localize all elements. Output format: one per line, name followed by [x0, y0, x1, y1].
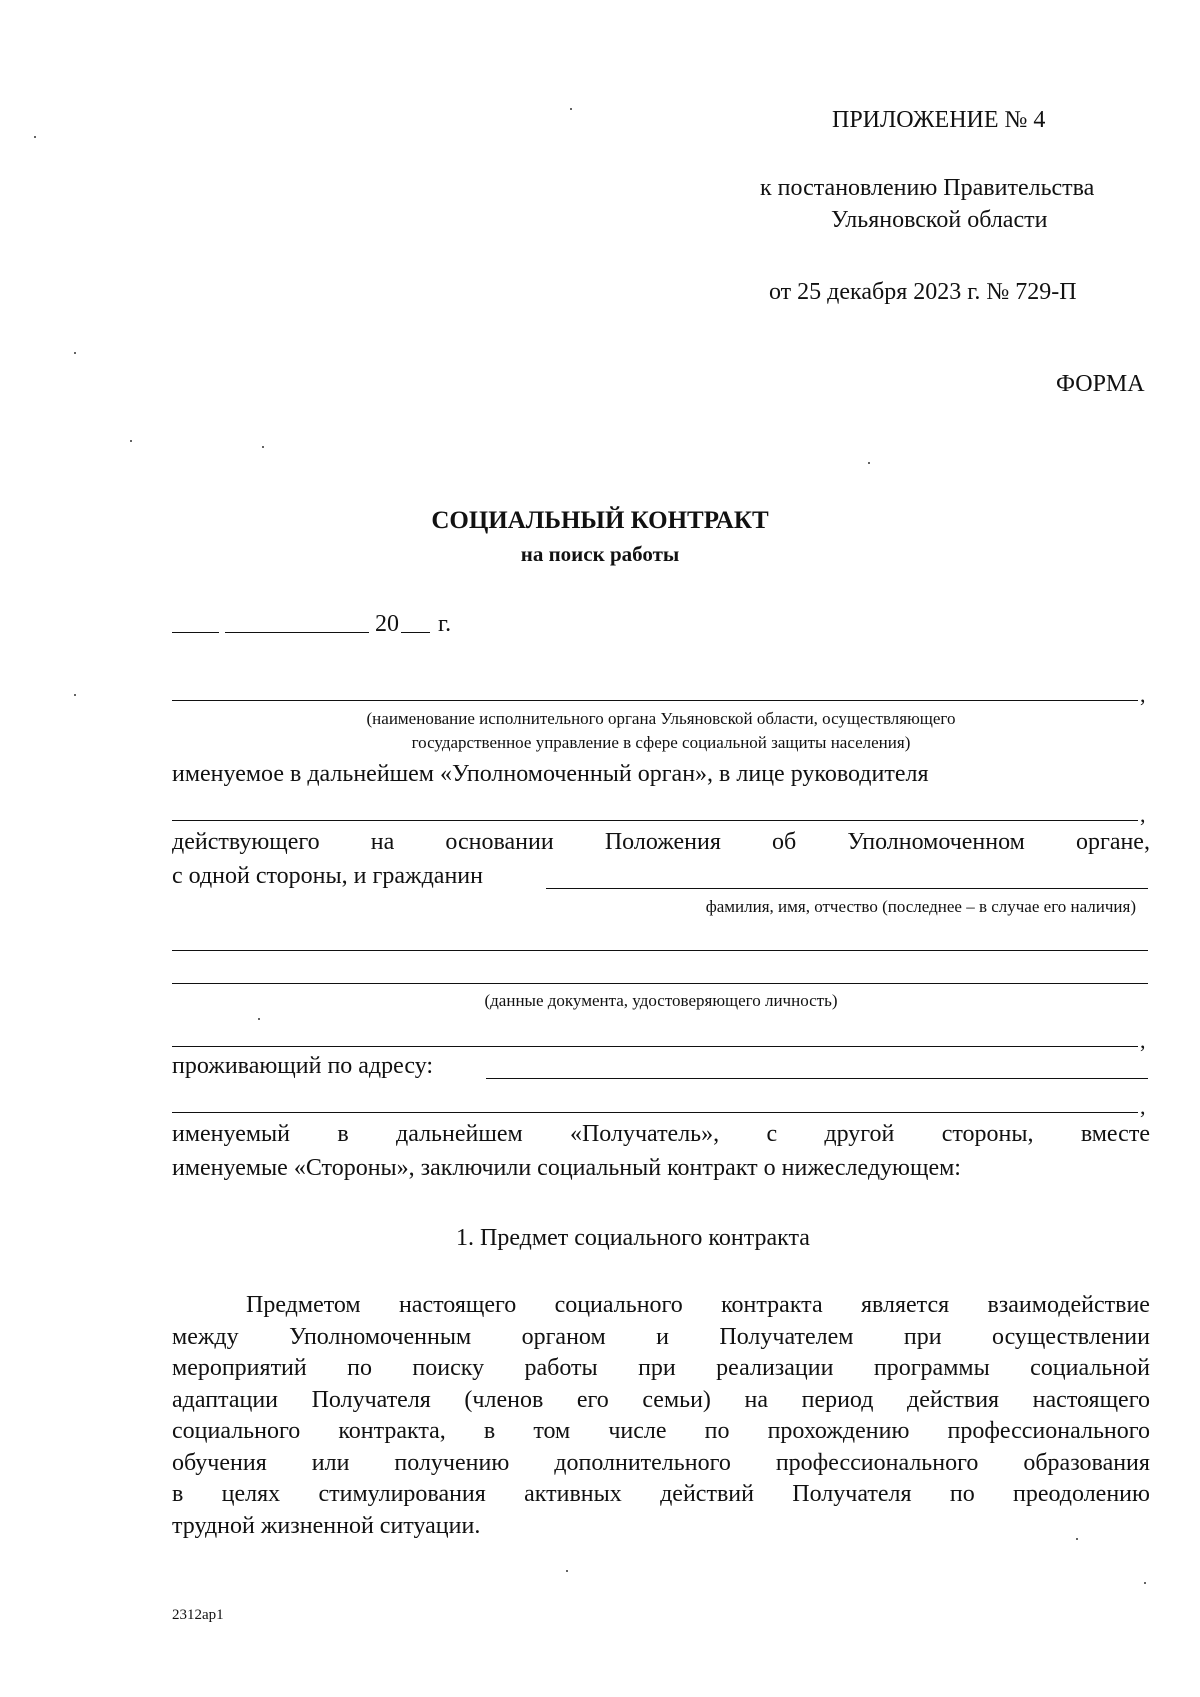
word: Предметом	[246, 1292, 361, 1318]
word: числе	[608, 1418, 667, 1444]
word: целях	[221, 1481, 281, 1507]
document-subtitle: на поиск работы	[520, 542, 680, 566]
word: Получателя	[311, 1386, 431, 1413]
word: мероприятий	[172, 1355, 307, 1381]
word: или	[311, 1449, 350, 1476]
citizen-extra-blank-2[interactable]	[172, 983, 1148, 984]
word: взаимодействие	[987, 1292, 1150, 1318]
scan-speck	[34, 136, 36, 138]
word: социальной	[1030, 1355, 1150, 1381]
paragraph-line	[172, 1479, 1150, 1511]
paragraph-line	[172, 1448, 1150, 1480]
word: вместе	[1080, 1121, 1150, 1147]
word: образования	[1023, 1449, 1150, 1476]
section1-heading: 1. Предмет социального контракта	[456, 1225, 810, 1251]
word: об	[772, 829, 797, 855]
word: является	[860, 1292, 950, 1318]
word: профессионального	[947, 1418, 1150, 1444]
word: контракта,	[338, 1418, 446, 1444]
word: Уполномоченным	[289, 1323, 472, 1350]
word: по	[949, 1481, 975, 1507]
word: дополнительного	[554, 1449, 731, 1476]
word: основании	[445, 829, 554, 855]
date-year-prefix: 20	[375, 611, 399, 637]
word: другой	[824, 1121, 895, 1147]
paragraph-line: трудной жизненной ситуации.	[172, 1512, 481, 1539]
word: обучения	[172, 1449, 267, 1476]
citizen-name-blank[interactable]	[546, 888, 1148, 889]
scan-speck	[258, 1018, 260, 1020]
word: осуществлении	[992, 1323, 1150, 1350]
scan-speck	[1144, 1582, 1146, 1584]
word: по	[704, 1418, 730, 1444]
scan-speck	[868, 462, 870, 464]
scan-speck	[570, 108, 572, 110]
named-organ-text: именуемое в дальнейшем «Уполномоченный орган», в лице руководителя	[172, 761, 929, 787]
head-name-blank[interactable]	[172, 820, 1138, 821]
address-label: проживающий по адресу:	[172, 1053, 434, 1079]
head-name-comma: ,	[1140, 802, 1146, 827]
word: действий	[660, 1481, 754, 1507]
word: в	[172, 1481, 184, 1507]
word: семьи)	[642, 1386, 711, 1413]
word: органе,	[1075, 829, 1150, 855]
decree-reference-line1: к постановлению Правительства	[760, 175, 1095, 201]
word: настоящего	[1032, 1386, 1150, 1413]
word: с	[766, 1121, 778, 1147]
word: программы	[873, 1355, 990, 1381]
word: органом	[521, 1323, 606, 1350]
organ-caption-line2: государственное управление в сфере социальной защиты населения)	[411, 733, 911, 752]
word: том	[533, 1418, 571, 1444]
word: социального	[554, 1292, 683, 1318]
date-month-blank[interactable]	[225, 632, 369, 633]
citizen-extra-blank-1[interactable]	[172, 950, 1148, 951]
date-year-blank[interactable]	[401, 632, 430, 633]
id-document-comma: ,	[1140, 1028, 1146, 1053]
scan-speck	[74, 352, 76, 354]
paragraph-line	[172, 1353, 1150, 1385]
word: получению	[394, 1449, 510, 1476]
word: его	[576, 1386, 609, 1413]
word: при	[638, 1355, 676, 1381]
word: в	[337, 1121, 349, 1147]
word: адаптации	[172, 1386, 279, 1413]
word: работы	[524, 1355, 598, 1381]
id-document-caption: (данные документа, удостоверяющего личность)	[484, 991, 838, 1010]
word: стимулирования	[318, 1481, 486, 1507]
fio-caption: фамилия, имя, отчество (последнее – в случае его наличия)	[705, 897, 1136, 916]
word: действия	[907, 1386, 1000, 1413]
word: по	[347, 1355, 372, 1381]
word: на	[744, 1386, 769, 1413]
word: на	[370, 829, 395, 855]
date-day-blank[interactable]	[172, 632, 219, 633]
decree-reference-line2: Ульяновской области	[831, 207, 1048, 233]
form-label: ФОРМА	[1056, 371, 1145, 397]
organ-name-blank[interactable]	[172, 700, 1138, 701]
address-extra-blank[interactable]	[172, 1112, 1138, 1113]
word: период	[801, 1386, 874, 1413]
word: и	[656, 1323, 669, 1350]
address-blank[interactable]	[486, 1078, 1148, 1079]
word: активных	[524, 1481, 622, 1507]
organ-name-comma: ,	[1140, 682, 1146, 707]
scan-speck	[262, 446, 264, 448]
paragraph-line	[172, 1290, 1150, 1322]
paragraph-line	[172, 1322, 1150, 1354]
citizen-intro-text: с одной стороны, и гражданин	[172, 863, 483, 889]
word: при	[903, 1323, 942, 1350]
word: между	[172, 1323, 239, 1350]
document-code: 2312ap1	[172, 1607, 224, 1623]
decree-date: от 25 декабря 2023 г. № 729-П	[769, 279, 1077, 305]
word: Уполномоченном	[847, 829, 1025, 855]
word: контракта	[721, 1292, 823, 1318]
word: действующего	[172, 829, 320, 855]
section1-paragraph	[172, 1290, 1150, 1542]
organ-caption-line1: (наименование исполнительного органа Ульяновской области, осуществляющего	[366, 709, 956, 728]
recipient-line	[172, 1118, 1150, 1150]
word: социального	[172, 1418, 301, 1444]
parties-text: именуемые «Стороны», заключили социальный контракт о нижеследующем:	[172, 1155, 961, 1181]
word: преодолению	[1013, 1481, 1150, 1507]
appendix-number: ПРИЛОЖЕНИЕ № 4	[832, 107, 1046, 133]
scan-speck	[74, 694, 76, 696]
word: именуемый	[172, 1121, 291, 1147]
word: Положения	[604, 829, 721, 855]
word: «Получатель»,	[569, 1121, 720, 1147]
word: в	[483, 1418, 496, 1444]
word: профессионального	[775, 1449, 979, 1476]
word: настоящего	[398, 1292, 517, 1318]
date-year-suffix: г.	[438, 611, 452, 637]
scan-speck	[130, 440, 132, 442]
id-document-blank[interactable]	[172, 1046, 1138, 1047]
word: реализации	[716, 1355, 834, 1381]
word: прохождению	[767, 1418, 910, 1444]
word: (членов	[464, 1386, 544, 1413]
word: стороны,	[941, 1121, 1034, 1147]
paragraph-line	[172, 1416, 1150, 1448]
word: дальнейшем	[396, 1121, 523, 1147]
acting-basis-line	[172, 826, 1150, 858]
paragraph-line	[172, 1385, 1150, 1417]
word: Получателя	[792, 1481, 912, 1507]
scan-speck	[1076, 1538, 1078, 1540]
scan-speck	[566, 1570, 568, 1572]
word: Получателем	[719, 1323, 854, 1350]
document-title: СОЦИАЛЬНЫЙ КОНТРАКТ	[431, 507, 769, 534]
address-extra-comma: ,	[1140, 1094, 1146, 1119]
word: поиску	[412, 1355, 485, 1381]
